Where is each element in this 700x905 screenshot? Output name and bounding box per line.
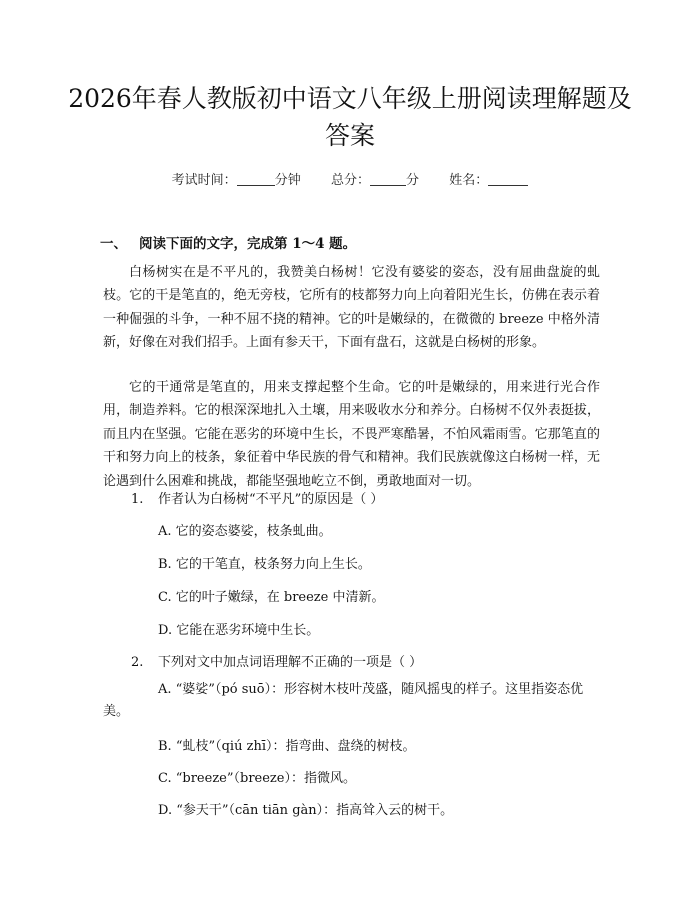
name-label: 姓名： (449, 173, 489, 188)
question-2-option-b: B. “虬枝”（qiú zhī）：指弯曲、盘绕的树枝。 (158, 739, 416, 754)
score-unit: 分 (406, 173, 420, 188)
question-2-option-c: C. “breeze”（breeze）：指微风。 (158, 771, 356, 786)
exam-time-unit: 分钟 (274, 173, 301, 188)
question-2-option-d: D. “参天干”（cān tiān gàn）：指高耸入云的树干。 (158, 803, 454, 818)
section-heading (100, 232, 356, 252)
passage-paragraph: 它的干通常是笔直的，用来支撑起整个生命。它的叶是嫩绿的，用来进行光合作用，制造养料。它的根深深地扎入土壤，用来吸收水分和养分。白杨树不仅外表挺拔，而且内在坚强。它能在恶劣的环境中生长，不畏严寒酷暑，不怕风霜雨雪。它那笔直的干和努力向上的枝条，象征着中华民族的骨气和精神。我们民族就像这白杨树一样，无论遇到什么困难和挑战，都能坚强地屹立不倒，勇敢地面对一切。 (103, 380, 600, 489)
question-number: 2. (131, 655, 144, 670)
question-1-option-b: B. 它的干笔直，枝条努力向上生长。 (158, 557, 371, 572)
score-label: 总分： (330, 173, 370, 188)
exam-time-blank (237, 173, 275, 186)
section-instruction: 阅读下面的文字，完成第 1～4 题。 (139, 236, 357, 252)
passage-paragraph: 白杨树实在是不平凡的，我赞美白杨树！它没有婆娑的姿态，没有屈曲盘旋的虬枝。它的干是笔直的，绝无旁枝，它所有的枝都努力向上向着阳光生长，仿佛在表示着一种倔强的斗争，一种不屈不挠的精神。它的叶是嫩绿的，在微微的 breeze 中格外清新，好像在对我们招手。上面有参天干，下面有盘石，这就是白杨树的形象。 (103, 265, 600, 351)
question-2-option-a: A. “婆娑”（pó suō）：形容树木枝叶茂盛，随风摇曳的样子。这里指姿态优美。 (103, 682, 584, 719)
question-1-option-c: C. 它的叶子嫩绿，在 breeze 中清新。 (158, 590, 385, 605)
exam-time-label: 考试时间： (171, 173, 237, 188)
document-title: 2026年春人教版初中语文八年级上册阅读理解题及答案 (68, 84, 632, 150)
name-blank (488, 173, 528, 186)
section-number: 一、 (100, 236, 127, 252)
question-1 (131, 488, 383, 507)
exam-info-line (0, 169, 700, 188)
question-number: 1. (131, 492, 144, 507)
question-text: 下列对文中加点词语理解不正确的一项是（ ） (158, 655, 423, 670)
question-1-option-a: A. 它的姿态婆娑，枝条虬曲。 (158, 524, 332, 539)
question-text: 作者认为白杨树“不平凡”的原因是（ ） (158, 492, 384, 507)
score-blank (370, 173, 406, 186)
question-1-option-d: D. 它能在恶劣环境中生长。 (158, 623, 320, 638)
question-2 (131, 651, 422, 670)
